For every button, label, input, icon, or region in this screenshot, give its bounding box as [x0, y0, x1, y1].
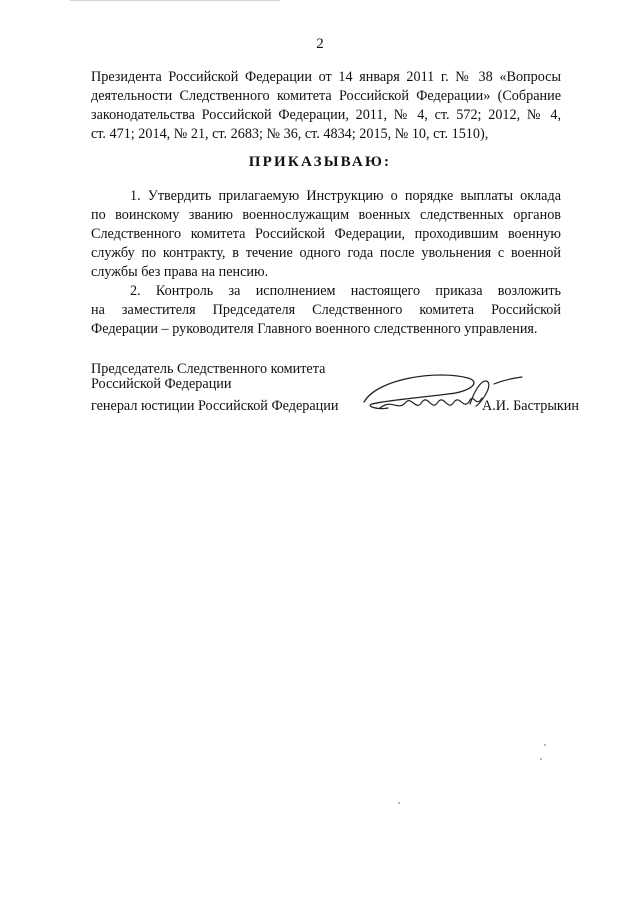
order-heading: ПРИКАЗЫВАЮ:	[248, 154, 392, 170]
page-number: 2	[316, 36, 324, 52]
intro-line-1: Президента Российской Федерации от 14 января 2011 г. № 38 «Вопросы	[91, 69, 561, 85]
item1-line-2: по воинскому званию военнослужащим военных следственных органов	[91, 207, 561, 223]
scan-speck	[540, 758, 542, 760]
signatory-rank: генерал юстиции Российской Федерации	[91, 398, 339, 414]
item1-line-4: службу по контракту, в течение одного года после увольнения с военной	[91, 245, 561, 261]
top-edge-line	[70, 0, 280, 1]
item1-line-3: Следственного комитета Российской Федерации, проходившим военную	[91, 226, 561, 242]
scan-speck	[398, 802, 400, 804]
intro-line-4: ст. 471; 2014, № 21, ст. 2683; № 36, ст. 4834; 2015, № 10, ст. 1510),	[91, 126, 489, 142]
signatory-title-line-1: Председатель Следственного комитета	[91, 361, 326, 377]
item1-line-5: службы без права на пенсию.	[91, 264, 269, 280]
item2-line-1: 2. Контроль за исполнением настоящего приказа возложить	[130, 283, 561, 299]
item1-line-1: 1. Утвердить прилагаемую Инструкцию о порядке выплаты оклада	[130, 188, 561, 204]
signatory-title-line-2: Российской Федерации	[91, 376, 232, 392]
scan-speck	[544, 744, 546, 746]
intro-line-2: деятельности Следственного комитета Российской Федерации» (Собрание	[91, 88, 561, 104]
item2-line-2: на заместителя Председателя Следственного комитета Российской	[91, 302, 561, 318]
signatory-name: А.И. Бастрыкин	[482, 398, 579, 414]
intro-line-3: законодательства Российской Федерации, 2011, № 4, ст. 572; 2012, № 4,	[91, 107, 561, 123]
item2-line-3: Федерации – руководителя Главного военного следственного управления.	[91, 321, 538, 337]
